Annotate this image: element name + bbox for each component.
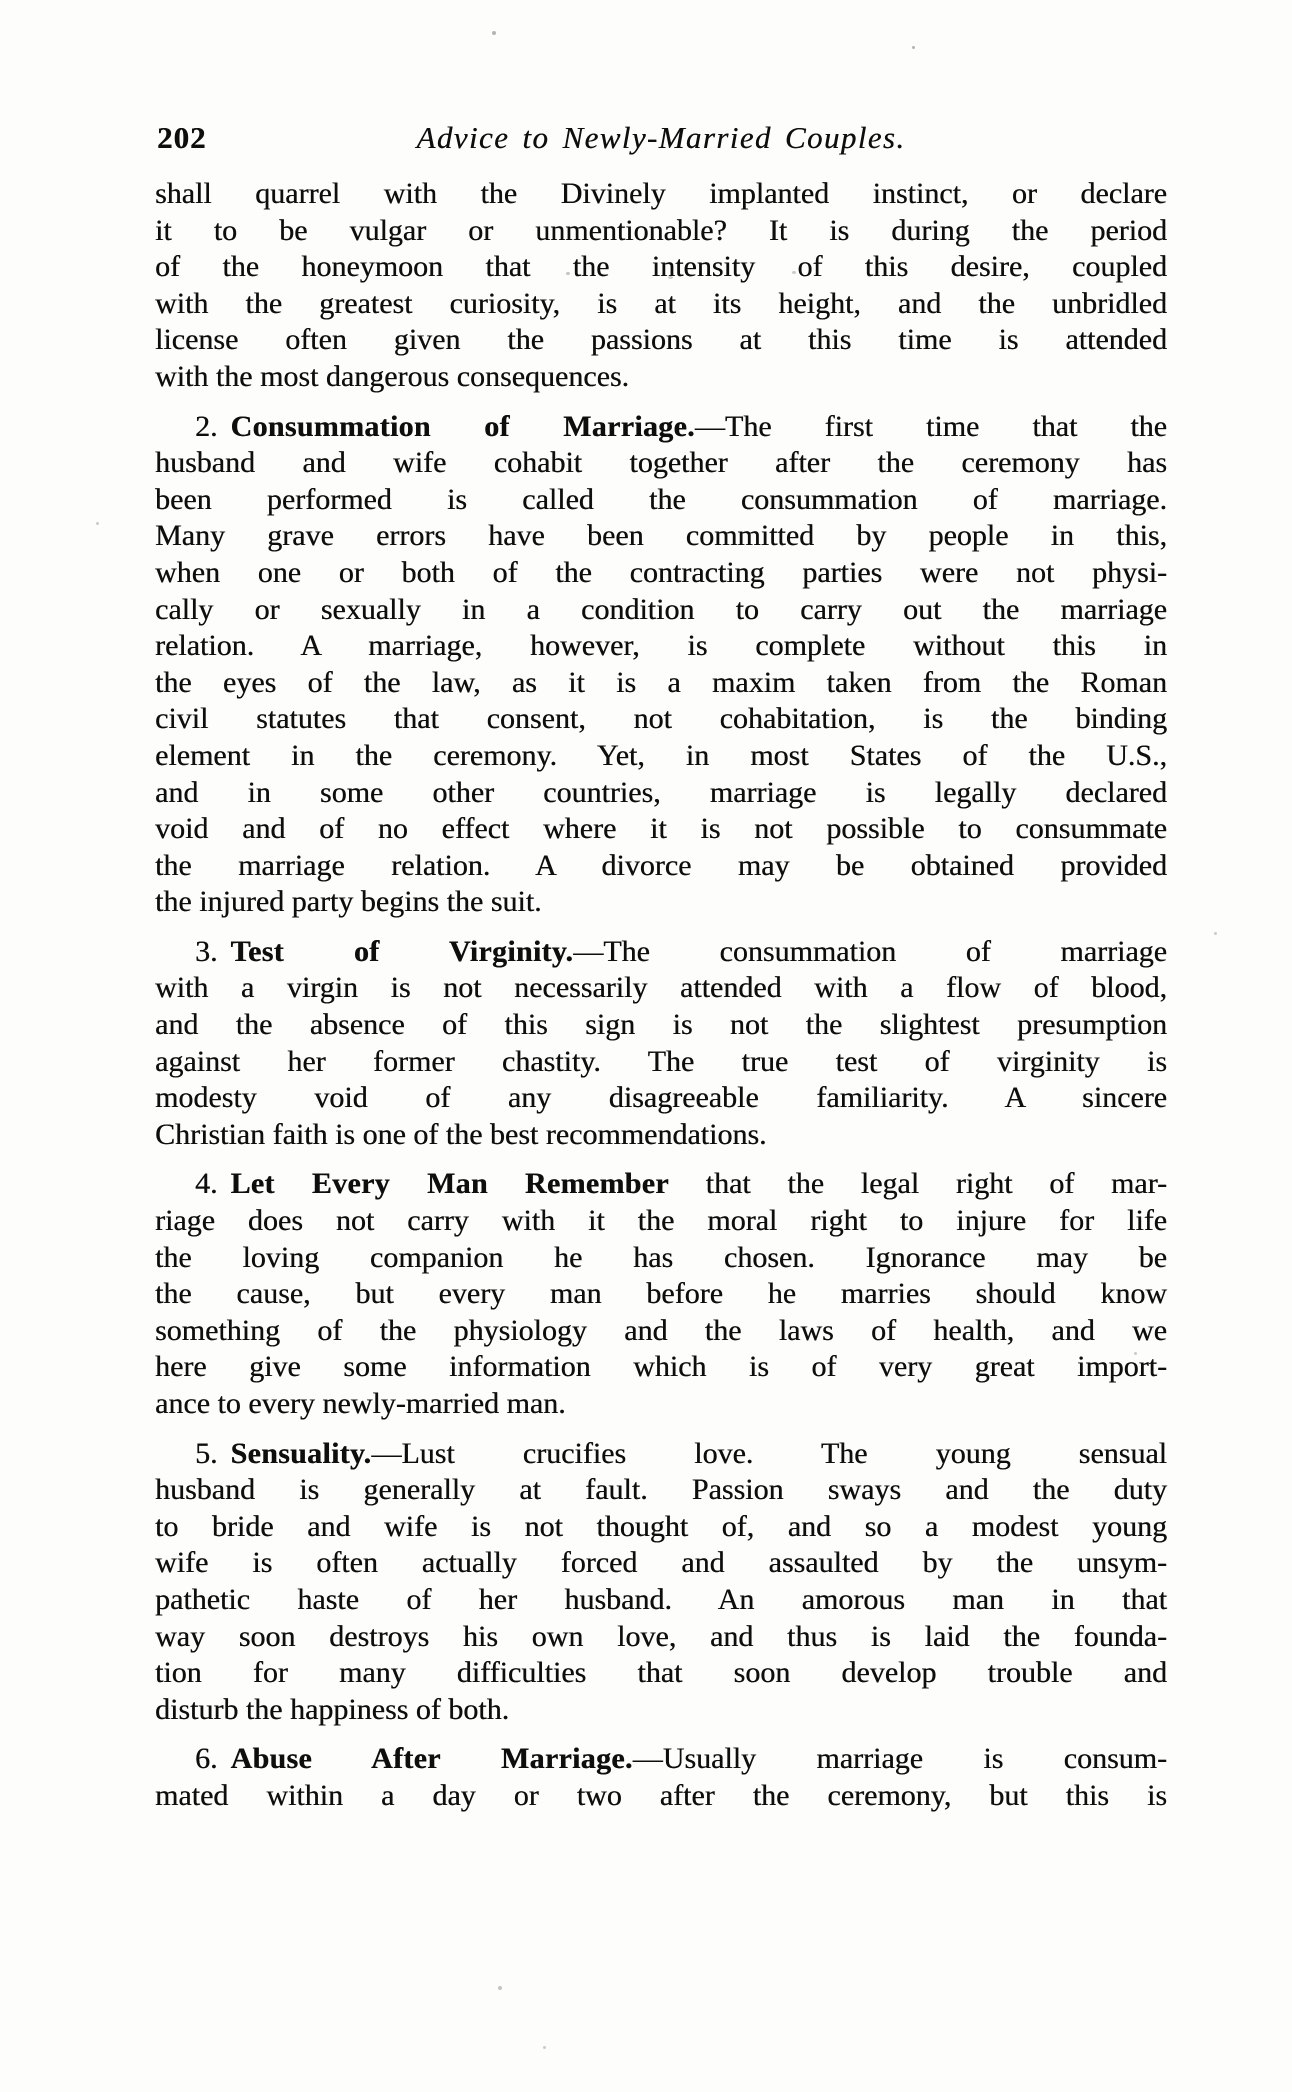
text-line-content: that the legal right of mar- bbox=[668, 1167, 1167, 1201]
scan-speckle bbox=[96, 522, 99, 525]
text-line-content: Many grave errors have been committed by people in this, bbox=[155, 519, 1167, 553]
text-line bbox=[155, 1007, 1167, 1044]
text-line bbox=[155, 848, 1167, 885]
scan-speckle bbox=[498, 1986, 502, 1990]
text-line-content: with the greatest curiosity, is at its height, and the unbridled bbox=[155, 286, 1167, 320]
text-line bbox=[155, 1044, 1167, 1081]
text-line-content: here give some information which is of very great import- bbox=[155, 1350, 1167, 1384]
text-line-content: element in the ceremony. Yet, in most States of the U.S., bbox=[155, 738, 1167, 772]
text-line bbox=[155, 286, 1167, 323]
section-heading: Consummation of Marriage. bbox=[230, 409, 695, 443]
text-line-content: been performed is called the consummation of marriage. bbox=[155, 482, 1167, 516]
paragraph bbox=[155, 176, 1167, 396]
text-line bbox=[155, 738, 1167, 775]
text-line-content: way soon destroys his own love, and thus is laid the founda- bbox=[155, 1619, 1167, 1653]
text-line bbox=[155, 359, 1167, 396]
text-line bbox=[155, 1545, 1167, 1582]
text-line-content: disturb the happiness of both. bbox=[155, 1692, 510, 1726]
page-body bbox=[155, 176, 1167, 1815]
text-line bbox=[155, 1472, 1167, 1509]
text-line-content: Christian faith is one of the best recommendations. bbox=[155, 1117, 767, 1151]
text-line-content: wife is often actually forced and assaulted by the unsym- bbox=[155, 1546, 1167, 1580]
text-line-content: of the honeymoon that the intensity of this desire, coupled bbox=[155, 250, 1167, 284]
text-line bbox=[155, 1313, 1167, 1350]
text-line bbox=[155, 970, 1167, 1007]
text-line bbox=[155, 1741, 1167, 1778]
text-line bbox=[155, 1240, 1167, 1277]
text-line bbox=[155, 1080, 1167, 1117]
text-line-content: it to be vulgar or unmentionable? It is during the period bbox=[155, 213, 1167, 247]
text-line bbox=[155, 1386, 1167, 1423]
text-line-content: —The first time that the bbox=[694, 409, 1167, 443]
text-line-content: husband is generally at fault. Passion sways and the duty bbox=[155, 1473, 1167, 1507]
section-number: 4. bbox=[195, 1167, 218, 1201]
text-line bbox=[155, 1655, 1167, 1692]
text-line-content: something of the physiology and the laws of health, and we bbox=[155, 1313, 1167, 1347]
text-line bbox=[155, 176, 1167, 213]
text-line-content: the marriage relation. A divorce may be obtained provided bbox=[155, 848, 1167, 882]
section-number: 2. bbox=[195, 409, 218, 443]
section-number: 6. bbox=[195, 1742, 218, 1776]
text-line bbox=[155, 213, 1167, 250]
text-line-content: when one or both of the contracting parties were not physi- bbox=[155, 555, 1167, 589]
text-line bbox=[155, 1276, 1167, 1313]
text-line bbox=[155, 934, 1167, 971]
text-line-content: husband and wife cohabit together after the ceremony has bbox=[155, 446, 1167, 480]
scan-speckle bbox=[1134, 1352, 1137, 1355]
text-line bbox=[155, 1117, 1167, 1154]
text-line bbox=[155, 482, 1167, 519]
text-line bbox=[155, 884, 1167, 921]
text-line-content: with the most dangerous consequences. bbox=[155, 359, 630, 393]
text-line-content: —Usually marriage is consum- bbox=[632, 1742, 1168, 1776]
text-line-content: void and of no effect where it is not possible to consummate bbox=[155, 812, 1167, 846]
text-line bbox=[155, 665, 1167, 702]
scan-speckle bbox=[566, 272, 570, 275]
text-line bbox=[155, 249, 1167, 286]
text-line bbox=[155, 811, 1167, 848]
section-heading: Test of Virginity. bbox=[230, 934, 574, 968]
paragraph bbox=[155, 934, 1167, 1154]
paragraph bbox=[155, 1166, 1167, 1422]
text-line-content: and the absence of this sign is not the slightest presumption bbox=[155, 1008, 1167, 1042]
text-line-content: against her former chastity. The true test of virginity is bbox=[155, 1044, 1167, 1078]
text-line-content: —Lust crucifies love. The young sensual bbox=[371, 1436, 1167, 1470]
section-heading: Sensuality. bbox=[230, 1436, 372, 1470]
text-line-content: riage does not carry with it the moral right to injure for life bbox=[155, 1204, 1167, 1238]
text-line-content: cally or sexually in a condition to carry out the marriage bbox=[155, 592, 1167, 626]
section-number: 3. bbox=[195, 934, 218, 968]
page-number: 202 bbox=[157, 120, 207, 155]
text-line-content: relation. A marriage, however, is complete without this in bbox=[155, 629, 1167, 663]
text-line-content: the loving companion he has chosen. Ignorance may be bbox=[155, 1240, 1167, 1274]
scan-speckle bbox=[1214, 932, 1217, 935]
paragraph bbox=[155, 1741, 1167, 1814]
scan-speckle bbox=[492, 31, 496, 35]
text-line-content: and in some other countries, marriage is legally declared bbox=[155, 775, 1167, 809]
text-line-content: ance to every newly-married man. bbox=[155, 1387, 566, 1420]
text-line bbox=[155, 322, 1167, 359]
text-line bbox=[155, 592, 1167, 629]
scan-speckle bbox=[792, 271, 796, 274]
text-line bbox=[155, 1203, 1167, 1240]
text-line bbox=[155, 1619, 1167, 1656]
text-line-content: civil statutes that consent, not cohabitation, is the binding bbox=[155, 702, 1167, 736]
paragraph bbox=[155, 409, 1167, 921]
text-line bbox=[155, 518, 1167, 555]
running-header-title: Advice to Newly-Married Couples. bbox=[416, 120, 906, 155]
text-line-content: the injured party begins the suit. bbox=[155, 885, 542, 919]
text-line bbox=[155, 445, 1167, 482]
running-header bbox=[155, 118, 1167, 162]
text-line-content: —The consummation of marriage bbox=[573, 934, 1167, 968]
text-line bbox=[155, 555, 1167, 592]
text-line-content: license often given the passions at this time is attended bbox=[155, 323, 1167, 357]
text-line-content: modesty void of any disagreeable familiarity. A sincere bbox=[155, 1081, 1167, 1115]
text-line-content: pathetic haste of her husband. An amorous man in that bbox=[155, 1582, 1167, 1616]
text-line bbox=[155, 1349, 1167, 1386]
text-line bbox=[155, 1582, 1167, 1619]
section-heading: Abuse After Marriage. bbox=[230, 1742, 633, 1776]
text-line-content: to bride and wife is not thought of, and so a modest young bbox=[155, 1509, 1167, 1543]
text-line bbox=[155, 1692, 1167, 1729]
text-line bbox=[155, 775, 1167, 812]
text-line bbox=[155, 1436, 1167, 1473]
scan-speckle bbox=[543, 2046, 546, 2049]
text-line bbox=[155, 409, 1167, 446]
text-line-content: with a virgin is not necessarily attended with a flow of blood, bbox=[155, 971, 1167, 1005]
text-line-content: tion for many difficulties that soon develop trouble and bbox=[155, 1656, 1167, 1690]
text-line bbox=[155, 1166, 1167, 1203]
text-line-content: the cause, but every man before he marries should know bbox=[155, 1277, 1167, 1311]
paragraph bbox=[155, 1436, 1167, 1729]
text-line bbox=[155, 1509, 1167, 1546]
text-line bbox=[155, 1778, 1167, 1815]
text-line-content: shall quarrel with the Divinely implanted instinct, or declare bbox=[155, 177, 1167, 210]
text-line-content: the eyes of the law, as it is a maxim taken from the Roman bbox=[155, 665, 1167, 699]
text-line bbox=[155, 701, 1167, 738]
scan-speckle bbox=[668, 276, 673, 279]
text-line bbox=[155, 628, 1167, 665]
section-number: 5. bbox=[195, 1436, 218, 1470]
scan-speckle bbox=[912, 46, 915, 49]
section-heading: Let Every Man Remember bbox=[230, 1167, 669, 1201]
text-line-content: mated within a day or two after the ceremony, but this is bbox=[155, 1778, 1167, 1812]
